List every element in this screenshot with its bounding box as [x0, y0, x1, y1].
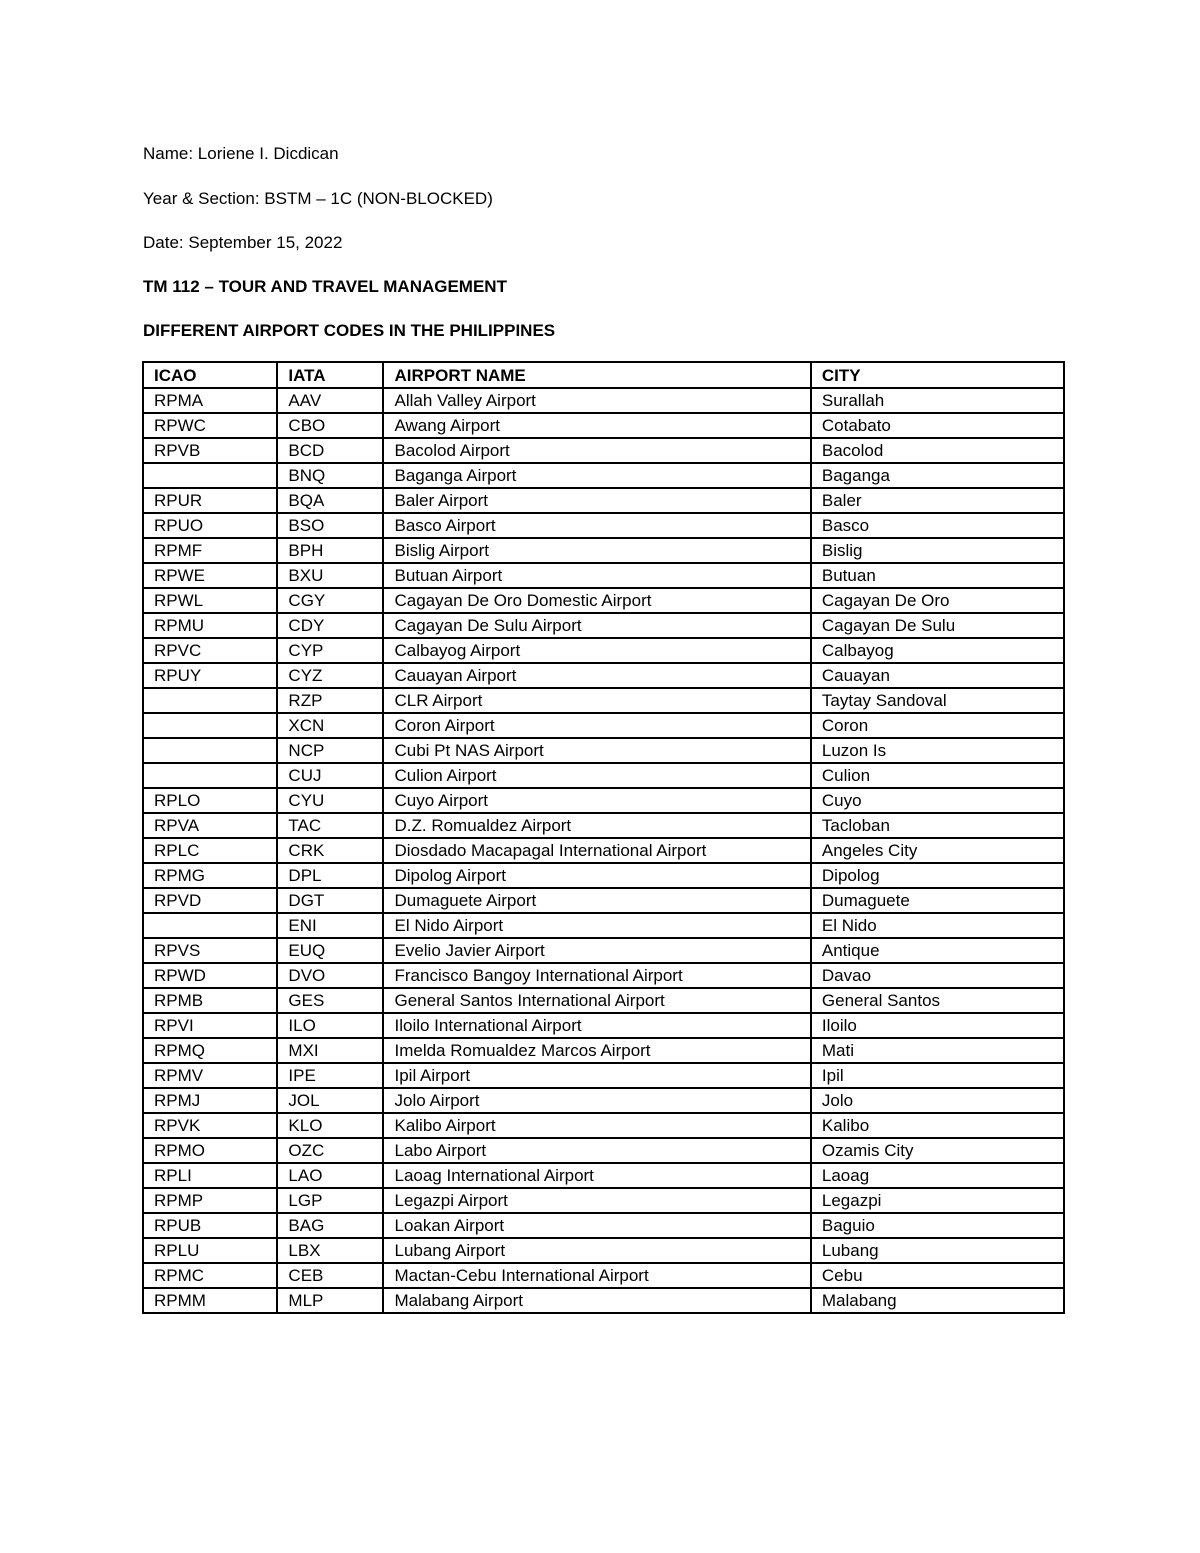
icao-cell: RPVB: [143, 438, 277, 463]
airport-name-cell: Laoag International Airport: [383, 1163, 810, 1188]
icao-cell: RPVS: [143, 938, 277, 963]
table-row: [143, 1213, 1064, 1238]
table-row: [143, 1138, 1064, 1163]
icao-cell: RPVA: [143, 813, 277, 838]
city-cell: Coron: [811, 713, 1064, 738]
icao-cell: [143, 688, 277, 713]
airport-name-cell: Cuyo Airport: [383, 788, 810, 813]
airport-name-cell: Butuan Airport: [383, 563, 810, 588]
icao-cell: RPMG: [143, 863, 277, 888]
airport-name-cell: Malabang Airport: [383, 1288, 810, 1313]
icao-cell: RPLO: [143, 788, 277, 813]
table-row: [143, 463, 1064, 488]
student-name: Name: Loriene I. Dicdican: [143, 144, 339, 163]
table-row: [143, 1113, 1064, 1138]
table-row: [143, 988, 1064, 1013]
iata-cell: BNQ: [277, 463, 383, 488]
icao-cell: RPMU: [143, 613, 277, 638]
airport-name-cell: Awang Airport: [383, 413, 810, 438]
table-row: [143, 888, 1064, 913]
city-cell: Baganga: [811, 463, 1064, 488]
city-cell: Legazpi: [811, 1188, 1064, 1213]
iata-cell: CEB: [277, 1263, 383, 1288]
column-header-iata: IATA: [277, 362, 383, 388]
icao-cell: RPUY: [143, 663, 277, 688]
city-cell: Luzon Is: [811, 738, 1064, 763]
city-cell: Angeles City: [811, 838, 1064, 863]
iata-cell: RZP: [277, 688, 383, 713]
icao-cell: [143, 763, 277, 788]
city-cell: Bislig: [811, 538, 1064, 563]
city-cell: Calbayog: [811, 638, 1064, 663]
iata-cell: CYZ: [277, 663, 383, 688]
airport-name-cell: Cauayan Airport: [383, 663, 810, 688]
table-row: [143, 1013, 1064, 1038]
city-cell: Malabang: [811, 1288, 1064, 1313]
course-title: TM 112 – TOUR AND TRAVEL MANAGEMENT: [143, 277, 507, 296]
icao-cell: [143, 913, 277, 938]
iata-cell: CUJ: [277, 763, 383, 788]
airport-name-cell: Iloilo International Airport: [383, 1013, 810, 1038]
table-row: [143, 438, 1064, 463]
icao-cell: [143, 738, 277, 763]
city-cell: Kalibo: [811, 1113, 1064, 1138]
airport-name-cell: Jolo Airport: [383, 1088, 810, 1113]
table-row: [143, 838, 1064, 863]
airport-name-cell: Francisco Bangoy International Airport: [383, 963, 810, 988]
airport-name-cell: Imelda Romualdez Marcos Airport: [383, 1038, 810, 1063]
icao-cell: RPMQ: [143, 1038, 277, 1063]
city-cell: Cagayan De Oro: [811, 588, 1064, 613]
city-cell: Baguio: [811, 1213, 1064, 1238]
icao-cell: RPLU: [143, 1238, 277, 1263]
icao-cell: RPMM: [143, 1288, 277, 1313]
iata-cell: DGT: [277, 888, 383, 913]
city-cell: Davao: [811, 963, 1064, 988]
table-row: [143, 1163, 1064, 1188]
iata-cell: JOL: [277, 1088, 383, 1113]
city-cell: Lubang: [811, 1238, 1064, 1263]
iata-cell: KLO: [277, 1113, 383, 1138]
airport-name-cell: Diosdado Macapagal International Airport: [383, 838, 810, 863]
year-section: Year & Section: BSTM – 1C (NON-BLOCKED): [143, 189, 493, 208]
airport-name-cell: Dipolog Airport: [383, 863, 810, 888]
icao-cell: RPMP: [143, 1188, 277, 1213]
icao-cell: RPVI: [143, 1013, 277, 1038]
iata-cell: ILO: [277, 1013, 383, 1038]
icao-cell: RPLI: [143, 1163, 277, 1188]
airport-name-cell: Cagayan De Sulu Airport: [383, 613, 810, 638]
iata-cell: GES: [277, 988, 383, 1013]
airport-name-cell: CLR Airport: [383, 688, 810, 713]
table-row: [143, 713, 1064, 738]
icao-cell: RPUB: [143, 1213, 277, 1238]
table-row: [143, 1238, 1064, 1263]
city-cell: Iloilo: [811, 1013, 1064, 1038]
city-cell: Tacloban: [811, 813, 1064, 838]
icao-cell: RPMV: [143, 1063, 277, 1088]
airport-name-cell: Cubi Pt NAS Airport: [383, 738, 810, 763]
city-cell: Antique: [811, 938, 1064, 963]
iata-cell: NCP: [277, 738, 383, 763]
icao-cell: RPMO: [143, 1138, 277, 1163]
airport-name-cell: Lubang Airport: [383, 1238, 810, 1263]
icao-cell: RPVK: [143, 1113, 277, 1138]
iata-cell: CDY: [277, 613, 383, 638]
iata-cell: DVO: [277, 963, 383, 988]
city-cell: Mati: [811, 1038, 1064, 1063]
iata-cell: BSO: [277, 513, 383, 538]
iata-cell: TAC: [277, 813, 383, 838]
icao-cell: RPWC: [143, 413, 277, 438]
city-cell: Taytay Sandoval: [811, 688, 1064, 713]
airport-name-cell: Coron Airport: [383, 713, 810, 738]
airport-name-cell: D.Z. Romualdez Airport: [383, 813, 810, 838]
iata-cell: CBO: [277, 413, 383, 438]
icao-cell: RPLC: [143, 838, 277, 863]
airport-name-cell: Kalibo Airport: [383, 1113, 810, 1138]
table-row: [143, 663, 1064, 688]
table-row: [143, 488, 1064, 513]
city-cell: Bacolod: [811, 438, 1064, 463]
icao-cell: RPWL: [143, 588, 277, 613]
airport-name-cell: Bislig Airport: [383, 538, 810, 563]
airport-name-cell: Allah Valley Airport: [383, 388, 810, 413]
iata-cell: IPE: [277, 1063, 383, 1088]
airport-name-cell: Mactan-Cebu International Airport: [383, 1263, 810, 1288]
city-cell: Laoag: [811, 1163, 1064, 1188]
table-body: [143, 388, 1064, 1313]
city-cell: Cebu: [811, 1263, 1064, 1288]
iata-cell: MLP: [277, 1288, 383, 1313]
table-row: [143, 538, 1064, 563]
airport-codes-table: [142, 361, 1065, 1314]
airport-name-cell: Culion Airport: [383, 763, 810, 788]
table-row: [143, 1063, 1064, 1088]
icao-cell: RPMC: [143, 1263, 277, 1288]
airport-name-cell: Calbayog Airport: [383, 638, 810, 663]
airport-name-cell: Dumaguete Airport: [383, 888, 810, 913]
icao-cell: RPMB: [143, 988, 277, 1013]
city-cell: Cuyo: [811, 788, 1064, 813]
table-row: [143, 863, 1064, 888]
airport-name-cell: Bacolod Airport: [383, 438, 810, 463]
table-row: [143, 788, 1064, 813]
city-cell: General Santos: [811, 988, 1064, 1013]
iata-cell: BAG: [277, 1213, 383, 1238]
airport-name-cell: Loakan Airport: [383, 1213, 810, 1238]
table-row: [143, 1188, 1064, 1213]
table-row: [143, 738, 1064, 763]
iata-cell: DPL: [277, 863, 383, 888]
table-row: [143, 813, 1064, 838]
iata-cell: XCN: [277, 713, 383, 738]
table-row: [143, 688, 1064, 713]
city-cell: Culion: [811, 763, 1064, 788]
icao-cell: RPMA: [143, 388, 277, 413]
airport-name-cell: Ipil Airport: [383, 1063, 810, 1088]
iata-cell: ENI: [277, 913, 383, 938]
iata-cell: CYP: [277, 638, 383, 663]
table-row: [143, 763, 1064, 788]
table-row: [143, 1263, 1064, 1288]
city-cell: Jolo: [811, 1088, 1064, 1113]
iata-cell: OZC: [277, 1138, 383, 1163]
city-cell: Butuan: [811, 563, 1064, 588]
table-row: [143, 563, 1064, 588]
table-row: [143, 588, 1064, 613]
icao-cell: [143, 713, 277, 738]
icao-cell: RPUO: [143, 513, 277, 538]
airport-name-cell: Legazpi Airport: [383, 1188, 810, 1213]
airport-name-cell: El Nido Airport: [383, 913, 810, 938]
city-cell: Surallah: [811, 388, 1064, 413]
document-title: DIFFERENT AIRPORT CODES IN THE PHILIPPINES: [143, 321, 556, 340]
column-header-airport-name: AIRPORT NAME: [383, 362, 810, 388]
icao-cell: RPVC: [143, 638, 277, 663]
iata-cell: LGP: [277, 1188, 383, 1213]
table-row: [143, 1088, 1064, 1113]
iata-cell: AAV: [277, 388, 383, 413]
city-cell: Ipil: [811, 1063, 1064, 1088]
airport-name-cell: Baganga Airport: [383, 463, 810, 488]
icao-cell: RPMF: [143, 538, 277, 563]
icao-cell: RPWE: [143, 563, 277, 588]
date: Date: September 15, 2022: [143, 233, 343, 252]
table-row: [143, 913, 1064, 938]
table-row: [143, 638, 1064, 663]
airport-name-cell: Cagayan De Oro Domestic Airport: [383, 588, 810, 613]
table-row: [143, 938, 1064, 963]
table-row: [143, 613, 1064, 638]
city-cell: Basco: [811, 513, 1064, 538]
icao-cell: RPVD: [143, 888, 277, 913]
icao-cell: [143, 463, 277, 488]
city-cell: Dipolog: [811, 863, 1064, 888]
airport-name-cell: Baler Airport: [383, 488, 810, 513]
iata-cell: BCD: [277, 438, 383, 463]
iata-cell: CGY: [277, 588, 383, 613]
airport-name-cell: Labo Airport: [383, 1138, 810, 1163]
iata-cell: BPH: [277, 538, 383, 563]
iata-cell: CRK: [277, 838, 383, 863]
iata-cell: MXI: [277, 1038, 383, 1063]
table-row: [143, 513, 1064, 538]
city-cell: Cauayan: [811, 663, 1064, 688]
airport-name-cell: General Santos International Airport: [383, 988, 810, 1013]
city-cell: Ozamis City: [811, 1138, 1064, 1163]
iata-cell: BXU: [277, 563, 383, 588]
column-header-icao: ICAO: [143, 362, 277, 388]
icao-cell: RPUR: [143, 488, 277, 513]
city-cell: Baler: [811, 488, 1064, 513]
iata-cell: EUQ: [277, 938, 383, 963]
iata-cell: BQA: [277, 488, 383, 513]
icao-cell: RPMJ: [143, 1088, 277, 1113]
city-cell: Dumaguete: [811, 888, 1064, 913]
airport-name-cell: Basco Airport: [383, 513, 810, 538]
table-row: [143, 1038, 1064, 1063]
airport-name-cell: Evelio Javier Airport: [383, 938, 810, 963]
table-row: [143, 1288, 1064, 1313]
icao-cell: RPWD: [143, 963, 277, 988]
table-row: [143, 388, 1064, 413]
iata-cell: CYU: [277, 788, 383, 813]
column-header-city: CITY: [811, 362, 1064, 388]
city-cell: Cagayan De Sulu: [811, 613, 1064, 638]
table-row: [143, 963, 1064, 988]
iata-cell: LBX: [277, 1238, 383, 1263]
table-row: [143, 413, 1064, 438]
iata-cell: LAO: [277, 1163, 383, 1188]
city-cell: Cotabato: [811, 413, 1064, 438]
city-cell: El Nido: [811, 913, 1064, 938]
table-header-row: [143, 362, 1064, 388]
